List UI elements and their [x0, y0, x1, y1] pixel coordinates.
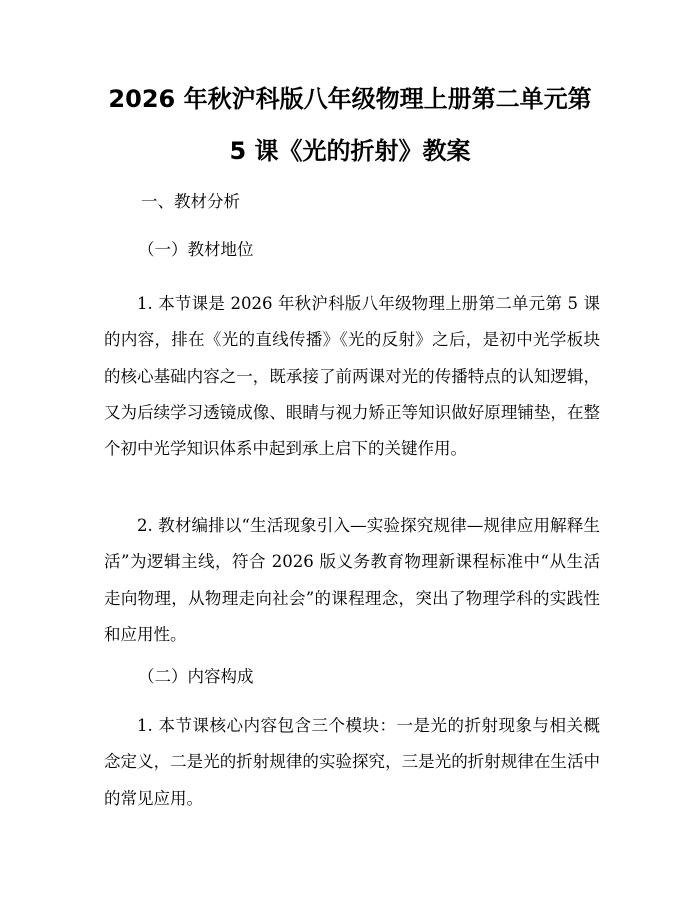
paragraph-2-text: 2. 教材编排以“生活现象引入—实验探究规律—规律应用解释生活”为逻辑主线，符合 2026 版义务教育物理新课程标准中“从生活走向物理，从物理走向社会”的课程理念，突出了物理学科的实践性和应用性。: [104, 516, 600, 644]
paragraph-3-text: 1. 本节课核心内容包含三个模块：一是光的折射现象与相关概念定义，二是光的折射规律的实验探究，三是光的折射规律在生活中的常见应用。: [104, 716, 600, 808]
paragraph-2: [104, 508, 600, 653]
document-title-line-1: 2026 年秋沪科版八年级物理上册第二单元第: [108, 85, 592, 113]
paragraph-3: [104, 708, 600, 817]
paragraph-1-text: 1. 本节课是 2026 年秋沪科版八年级物理上册第二单元第 5 课的内容，排在《光的直线传播》《光的反射》之后，是初中光学板块的核心基础内容之一，既承接了前两课对光的传播特点的认知逻辑，又为后续学习透镜成像、眼睛与视力矫正等知识做好原理铺垫，在整个初中光学知识体系中起到承上启下的关键作用。: [104, 294, 600, 459]
paragraph-1: [104, 286, 600, 467]
document-title-line-2: 5 课《光的折射》教案: [229, 137, 471, 165]
subsection-heading-textbook-position: （一）教材地位: [138, 240, 254, 259]
subsection-heading-content-structure: （二）内容构成: [138, 667, 254, 686]
section-heading-textbook-analysis: 一、教材分析: [141, 192, 240, 211]
